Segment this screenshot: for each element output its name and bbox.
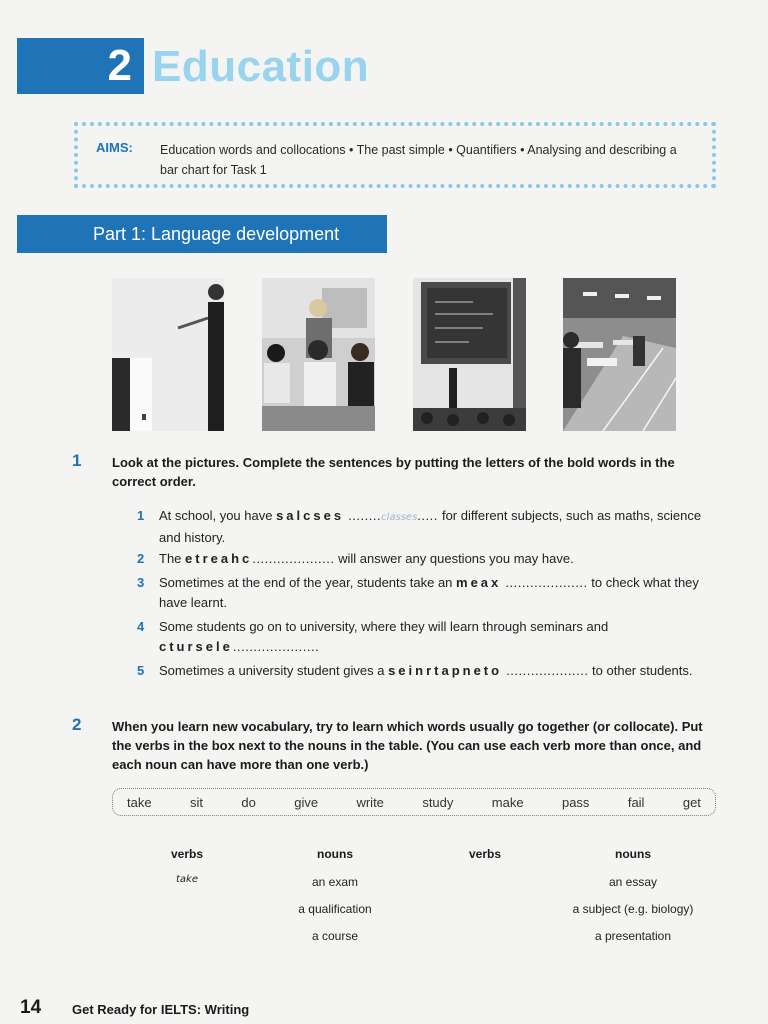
answer-blank[interactable]: ....................: [501, 575, 588, 590]
chapter-title: Education: [152, 42, 370, 91]
scrambled-word: seinrtapneto: [388, 663, 503, 678]
table-noun: an essay: [608, 875, 658, 889]
table-header-verbs: verbs: [170, 847, 204, 861]
item-text-after: for different subjects, such as maths, science and history.: [159, 508, 702, 545]
item-text: At school, you have: [159, 508, 277, 523]
answer-blank[interactable]: ....................: [232, 639, 316, 654]
item-text-after: to other students.: [588, 663, 693, 678]
verb-option: sit: [189, 794, 203, 810]
exercise-2-instruction: When you learn new vocabulary, try to learn which words usually go together (or collocate). Put the verbs in the box next to the nouns in the table. (You can use each verb more than once, and each noun can have more than one verb.): [112, 719, 703, 772]
item-text-after: .: [315, 639, 319, 654]
exercise-1-instruction: Look at the pictures. Complete the sentences by putting the letters of the bold words in the correct order.: [112, 455, 675, 489]
table-noun: a subject (e.g. biology): [572, 902, 694, 916]
item-number: 4: [137, 619, 145, 634]
handwritten-answer: classes: [381, 512, 418, 523]
scrambled-word: salcses: [276, 508, 345, 523]
item-number: 5: [137, 663, 145, 678]
table-noun: a course: [311, 929, 359, 943]
verb-option: do: [241, 794, 256, 810]
aims-text: Education words and collocations • The past simple • Quantifiers • Analysing and describing a bar chart for Task 1: [160, 143, 677, 177]
verb-option: make: [491, 794, 524, 810]
handwritten-verb-answer[interactable]: take: [176, 874, 198, 885]
item-text: The: [159, 551, 186, 566]
exercise-2-number: 2: [72, 715, 82, 734]
item-text-after: will answer any questions you may have.: [334, 551, 574, 566]
verb-option: study: [422, 794, 454, 810]
item-text: Sometimes a university student gives a: [159, 663, 389, 678]
item-text-after: to check what they have learnt.: [159, 575, 699, 610]
scrambled-word: ctursele: [159, 639, 233, 654]
item-text: Some students go on to university, where they will learn through seminars and: [159, 619, 609, 634]
photo-university-lecture-hall: [413, 278, 526, 431]
table-header-nouns: nouns: [615, 847, 651, 861]
aims-box: [74, 122, 716, 188]
table-noun: an exam: [311, 875, 359, 889]
item-number: 3: [137, 575, 145, 590]
part-banner: Part 1: Language development: [17, 215, 387, 253]
verb-option: get: [682, 794, 701, 810]
table-header-nouns: nouns: [317, 847, 353, 861]
verb-option: give: [294, 794, 319, 810]
verb-word-box: [112, 788, 716, 816]
item-number: 1: [137, 508, 145, 523]
scrambled-word: etreahc: [185, 551, 253, 566]
page-number: 14: [20, 997, 42, 1018]
item-text: Sometimes at the end of the year, students take an: [159, 575, 457, 590]
verb-option: take: [127, 794, 152, 810]
table-noun: a qualification: [298, 902, 372, 916]
answer-blank[interactable]: ....................: [252, 551, 335, 566]
answer-blank[interactable]: ....................: [502, 663, 589, 678]
book-title: Get Ready for IELTS: Writing: [72, 1002, 250, 1017]
photo-exam-hall: [563, 278, 676, 431]
verb-option: write: [356, 794, 384, 810]
chapter-number: 2: [17, 38, 144, 94]
table-noun: a presentation: [594, 929, 672, 943]
answer-blank[interactable]: ........: [344, 508, 382, 523]
aims-label: AIMS:: [96, 140, 133, 155]
verb-option: pass: [561, 794, 590, 810]
photo-students-in-classroom: [262, 278, 375, 431]
photo-teacher-at-whiteboard: [112, 278, 224, 431]
table-header-verbs: verbs: [468, 847, 502, 861]
scrambled-word: meax: [456, 575, 502, 590]
answer-blank-tail: .....: [417, 508, 442, 523]
verb-option: fail: [627, 794, 645, 810]
item-number: 2: [137, 551, 145, 566]
exercise-1-number: 1: [72, 451, 82, 470]
